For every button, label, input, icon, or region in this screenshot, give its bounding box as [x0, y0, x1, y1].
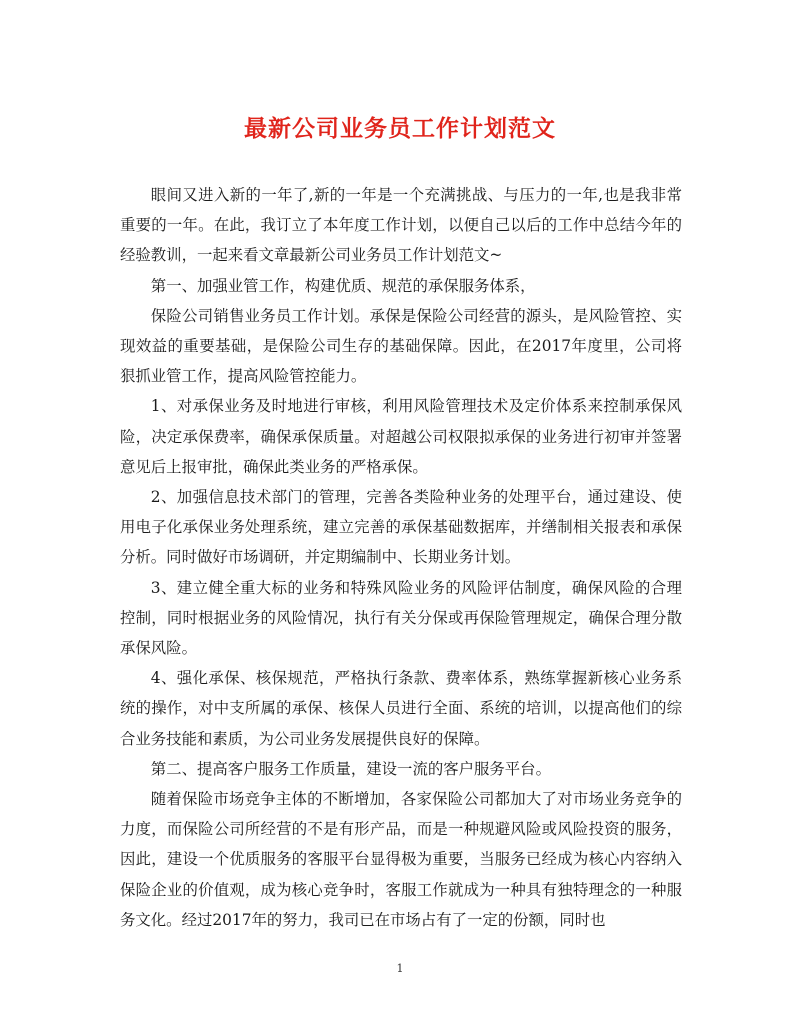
document-title: 最新公司业务员工作计划范文 — [244, 115, 556, 142]
document-body — [120, 180, 682, 935]
paragraph-section-2-heading: 第二、提高客户服务工作质量，建设一流的客户服务平台。 — [150, 759, 551, 778]
paragraph-item-3: 3、建立健全重大标的业务和特殊风险业务的风险评估制度，确保风险的合理控制，同时根据业务的风险情况，执行有关分保或再保险管理规定，确保合理分散承保风险。 — [120, 578, 682, 658]
paragraph-section-1-heading: 第一、加强业管工作，构建优质、规范的承保服务体系， — [150, 276, 536, 295]
page-number: 1 — [396, 962, 404, 975]
paragraph-intro: 眼间又进入新的一年了,新的一年是一个充满挑战、与压力的一年,也是我非常重要的一年。在此，我订立了本年度工作计划，以便自己以后的工作中总结今年的经验教训，一起来看文章最新公司业务员工作计划范文~ — [120, 186, 682, 265]
paragraph-section-2-text: 随着保险市场竞争主体的不断增加，各家保险公司都加大了对市场业务竞争的力度，而保险公司所经营的不是有形产品，而是一种规避风险或风险投资的服务，因此，建设一个优质服务的客服平台显得极为重要，当服务已经成为核心内容纳入保险企业的价值观，成为核心竞争时，客服工作就成为一种具有独特理念的一种服务文化。经过2017年的努力，我司已在市场占有了一定的份额，同时也 — [120, 790, 682, 929]
paragraph-item-4: 4、强化承保、核保规范，严格执行条款、费率体系，熟练掌握新核心业务系统的操作，对中支所属的承保、核保人员进行全面、系统的培训，以提高他们的综合业务技能和素质，为公司业务发展提供良好的保障。 — [120, 669, 682, 748]
paragraph-section-1-text: 保险公司销售业务员工作计划。承保是保险公司经营的源头，是风险管控、实现效益的重要基础，是保险公司生存的基础保障。因此，在2017年度里，公司将狠抓业管工作，提高风险管控能力。 — [120, 306, 682, 386]
paragraph-item-1: 1、对承保业务及时地进行审核，利用风险管理技术及定价体系来控制承保风险，决定承保费率，确保承保质量。对超越公司权限拟承保的业务进行初审并签署意见后上报审批，确保此类业务的严格承保。 — [120, 397, 682, 476]
paragraph-item-2: 2、加强信息技术部门的管理，完善各类险种业务的处理平台，通过建设、使用电子化承保业务处理系统，建立完善的承保基础数据库，并缮制相关报表和承保分析。同时做好市场调研，并定期编制中、长期业务计划。 — [120, 488, 682, 567]
